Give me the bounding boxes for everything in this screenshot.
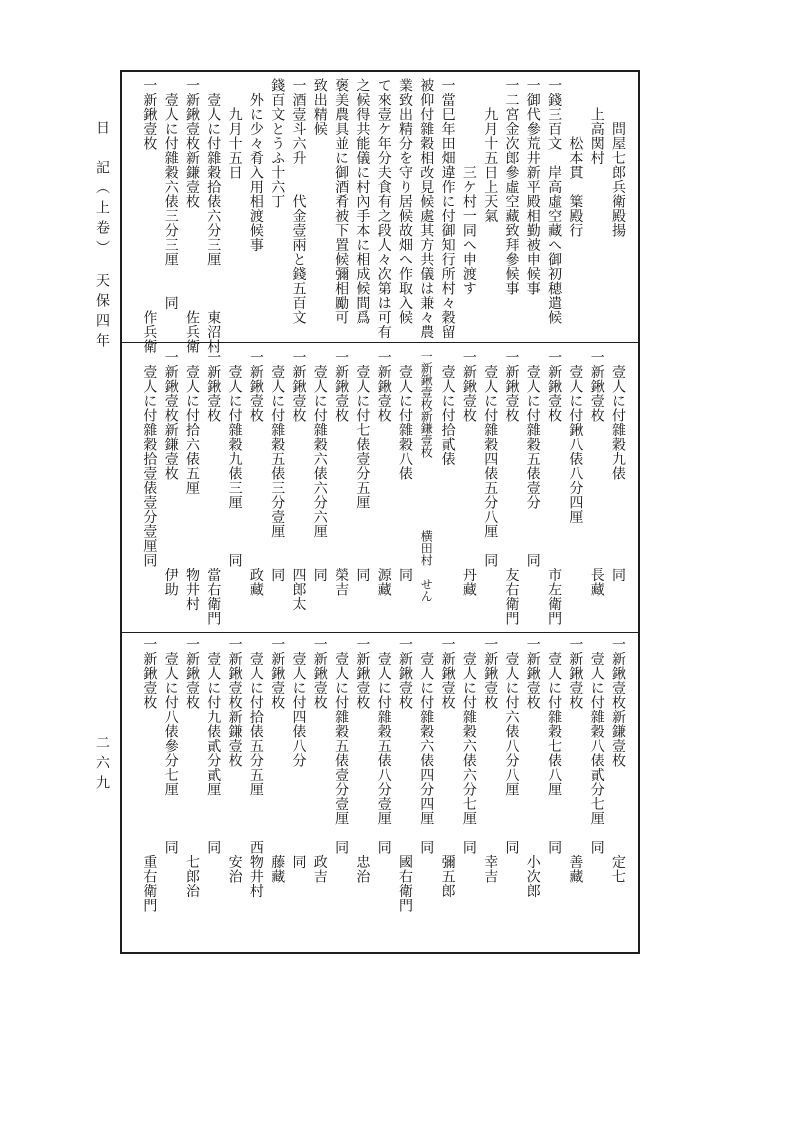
middle-column-21: 壹人に付拾六俵五厘 物井村: [184, 350, 200, 611]
middle-column-19: 壹人に付雜穀九俵三厘 同: [226, 350, 243, 568]
bottom-column-18: 壹人に付拾俵五分五厘 西物井村: [247, 637, 264, 898]
top-column-16: 一酒壹斗六升 代金壹兩と錢五百文: [290, 78, 307, 325]
top-column-9: 一當巳年田畑違作に付御知行所村々穀留: [439, 78, 456, 339]
middle-column-18: 一新鍬壹枚 政藏: [247, 350, 264, 597]
top-column-5: 一御代參荒井新平殿相勤被申候事: [524, 78, 541, 296]
bottom-column-14: 壹人に付雜穀五俵壹分壹厘 同: [333, 637, 350, 855]
middle-column-8: 一新鍬壹枚 丹藏: [460, 350, 477, 597]
top-column-2: 上高関村: [588, 78, 605, 165]
middle-column-7: 壹人に付雜穀四俵五分八厘 同: [482, 350, 499, 568]
middle-column-16: 一新鍬壹枚 四郎太: [290, 350, 307, 611]
bottom-column-1: 一新鍬壹枚新鎌壹枚 定七: [610, 637, 626, 884]
middle-column-5: 壹人に付雜穀五俵壹分 同: [524, 350, 541, 568]
top-column-13: 之候得共能儀に村內手本に相成候間爲: [354, 78, 371, 325]
bottom-column-6: 壹人に付六俵八分八厘 同: [503, 637, 520, 855]
top-column-4: 一錢三百文 岸高虛空藏へ御初穂遣候: [546, 78, 563, 325]
top-column-23: 一新鍬壹枚 作兵衛: [141, 78, 158, 354]
bottom-column-16: 壹人に付四俵八分 同: [290, 637, 307, 869]
middle-column-3: 壹人に付鍬八俵八分四厘: [567, 350, 584, 524]
bottom-column-12: 壹人に付雜穀五俵八分壹厘 同: [375, 637, 392, 855]
bottom-column-13: 一新鍬壹枚 忠治: [354, 637, 371, 884]
top-column-21: 一新鍬壹枚新鎌壹枚 佐兵衛: [184, 78, 200, 354]
middle-column-12: 一新鍬壹枚 源藏: [375, 350, 392, 597]
bottom-column-3: 一新鍬壹枚 善藏: [567, 637, 584, 884]
top-column-11: 業致出精分を守り居候故畑へ作取入候: [397, 78, 413, 325]
section-divider-2: [122, 632, 638, 633]
top-column-7: 九月十五日上天氣: [482, 78, 499, 223]
bottom-column-15: 一新鍬壹枚 政吉: [311, 637, 328, 884]
bottom-column-8: 壹人に付雜穀六俵六分七厘 同: [460, 637, 477, 855]
bottom-column-2: 壹人に付雜穀八俵貳分七厘 同: [588, 637, 605, 855]
bottom-column-17: 一新鍬壹枚 藤藏: [269, 637, 286, 884]
top-column-6: 一二宮金次郎參虛空藏致拜參候事: [503, 78, 520, 296]
middle-column-6: 一新鍬壹枚 友右衛門: [503, 350, 520, 626]
bottom-column-22: 壹人に付八俵參分七厘 同: [162, 637, 179, 855]
middle-column-17: 壹人に付雜穀五俵三分壹厘 同: [269, 350, 286, 582]
bottom-column-4: 壹人に付雜穀七俵八厘 同: [546, 637, 563, 855]
top-column-12: て來壹ケ年分夫食有之段人々次第は可有: [375, 78, 392, 339]
top-column-8: 三ケ村一同へ申渡す: [460, 78, 477, 296]
bottom-column-23: 一新鍬壹枚 重右衛門: [141, 637, 158, 913]
middle-column-14: 一新鍬壹枚 榮吉: [333, 350, 350, 597]
top-column-17: 錢百文とうふ十六丁: [269, 78, 286, 209]
middle-column-13: 壹人に付七俵壹分五厘 同: [354, 350, 371, 582]
bottom-column-19: 一新鍬壹枚新鎌壹枚 安治: [226, 637, 243, 884]
bottom-column-21: 一新鍬壹枚 七郎治: [184, 637, 200, 898]
middle-column-11: 壹人に付雜穀八俵 同: [397, 350, 413, 582]
middle-column-15: 壹人に付雜穀六俵六分六厘 同: [311, 350, 328, 582]
middle-column-22: 一新鍬壹枚新鎌壹枚 伊助: [162, 350, 179, 597]
middle-column-9: 壹人に付拾貳俵: [439, 350, 456, 466]
top-column-3: 松本貫 䈎殿行: [567, 78, 584, 238]
middle-column-4: 一新鍬壹枚 市左衛門: [546, 350, 563, 626]
bottom-column-7: 一新鍬壹枚 幸吉: [482, 637, 499, 884]
middle-column-20: 一新鍬壹枚 當右衛門: [205, 350, 222, 626]
middle-column-23: 壹人に付雜穀拾壹俵壹分壹厘同: [141, 350, 158, 568]
top-column-22: 壹人に付雜穀六俵三分三厘 同: [162, 78, 179, 310]
bottom-column-10: 壹人に付雜穀六俵四分四厘 同: [418, 637, 435, 855]
bottom-column-20: 壹人に付九俵貳分貳厘 同: [205, 637, 222, 855]
top-column-20: 壹人に付雜穀拾俵六分三厘 東沼村: [205, 78, 222, 354]
top-column-18: 外に少々肴入用相渡候事: [247, 78, 264, 252]
top-column-19: 九月十五日: [226, 78, 243, 180]
top-column-10: 被仰付雜穀相改見候處其方共儀は兼々農: [418, 78, 435, 339]
middle-column-2: 一新鍬壹枚 長藏: [588, 350, 605, 597]
bottom-column-5: 一新鍬壹枚 小次郎: [524, 637, 541, 898]
top-column-15: 致出精候: [311, 78, 328, 136]
page-number: 二六九: [94, 735, 110, 795]
running-title: 日 記（上卷） 天保四年: [94, 120, 110, 353]
top-column-1: 問屋七郎兵衛殿揚: [610, 78, 626, 238]
middle-column-1: 壹人に付雜穀九俵 同: [610, 350, 626, 582]
bottom-column-9: 一新鍬壹枚 彌五郎: [439, 637, 456, 898]
bottom-column-11: 一新鍬壹枚 國右衛門: [397, 637, 413, 913]
top-column-14: 褒美農具並に御酒肴被下置候彌相勵可: [333, 78, 350, 325]
middle-column-10: 一新鍬壹枚新鎌壹枚 横田村 せん: [419, 350, 434, 602]
